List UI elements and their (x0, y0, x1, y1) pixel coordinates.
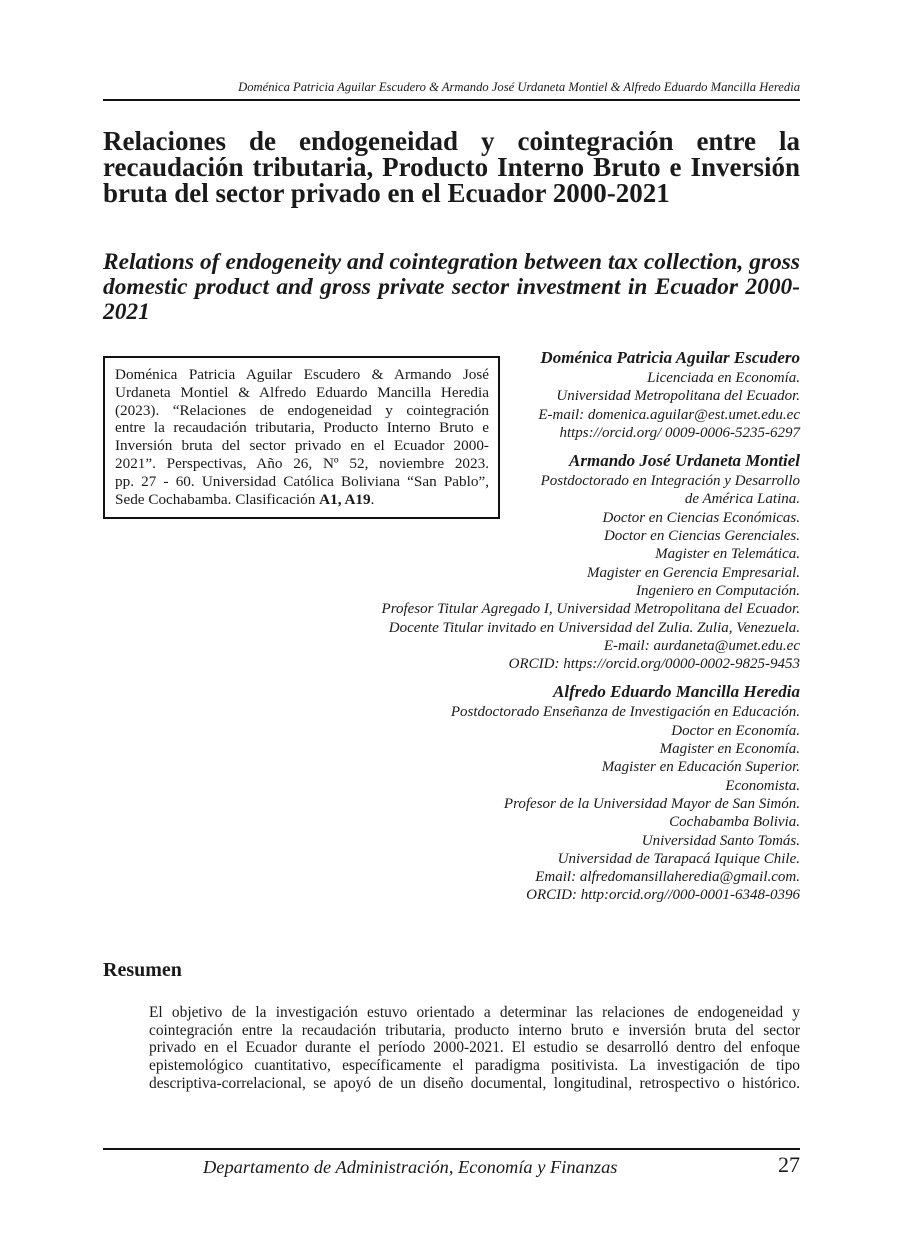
author-detail: Doctor en Ciencias Gerenciales. (603, 528, 800, 545)
article-title-english: Relations of endogeneity and cointegration between tax collection, gross domestic product and gross private sector investment in Ecuador 2000-2021 (103, 249, 800, 325)
author-detail: Doctor en Economía. (671, 722, 800, 739)
author-orcid: ORCID: https://orcid.org/0000-0002-9825-9453 (508, 656, 800, 673)
author-name: Doménica Patricia Aguilar Escudero (540, 348, 800, 367)
citation-line: 2021”. Perspectivas, Año 26, Nº 52, noviembre 2023. (115, 454, 489, 472)
resumen-body (149, 1004, 800, 1093)
author-block (300, 449, 800, 673)
author-orcid: https://orcid.org/ 0009-0006-5235-6297 (559, 424, 800, 441)
author-detail: Universidad Metropolitana del Ecuador. (556, 388, 800, 405)
author-email: E-mail: aurdaneta@umet.edu.ec (603, 637, 800, 654)
abstract-line: privado en el Ecuador durante el período 2000-2021. El estudio se desarrolló dentro del enfoque (149, 1039, 800, 1057)
author-orcid: ORCID: http:orcid.org//000-0001-6348-0396 (526, 887, 800, 904)
author-detail: de América Latina. (684, 491, 800, 508)
classification-separator: , (337, 490, 345, 508)
author-detail: Universidad Santo Tomás. (641, 832, 800, 849)
citation-line: pp. 27 - 60. Universidad Católica Boliviana “San Pablo”, (115, 472, 489, 490)
citation-line: Doménica Patricia Aguilar Escudero & Armando José (115, 366, 489, 383)
author-detail: Magister en Telemática. (655, 546, 800, 563)
author-detail: Ingeniero en Computación. (636, 582, 800, 599)
author-detail: Postdoctorado en Integración y Desarrollo (540, 473, 800, 490)
author-email: Email: alfredomansillaheredia@gmail.com. (535, 869, 800, 886)
running-header-authors: Doménica Patricia Aguilar Escudero & Armando José Urdaneta Montiel & Alfredo Eduardo Mancilla Heredia (238, 80, 800, 94)
abstract-line: El objetivo de la investigación estuvo orientado a determinar las relaciones de endogeneidad y (149, 1004, 800, 1021)
author-name: Alfredo Eduardo Mancilla Heredia (553, 682, 800, 702)
author-detail: Economista. (725, 777, 800, 794)
footer-rule (103, 1148, 800, 1150)
author-detail: Magister en Gerencia Empresarial. (586, 564, 800, 581)
article-title-spanish: Relaciones de endogeneidad y cointegración entre la recaudación tributaria, Producto Interno Bruto e Inversión bruta del sector privado en el Ecuador 2000-2021 (103, 126, 800, 208)
abstract-line: cointegración entre la recaudación tributaria, producto interno bruto e inversión bruta del sector (149, 1021, 800, 1039)
classification-a19: A19 (344, 490, 371, 508)
author-detail: Magister en Economía. (659, 741, 800, 758)
author-detail: Magister en Educación Superior. (601, 759, 800, 776)
author-detail: Profesor de la Universidad Mayor de San Simón. (503, 795, 800, 812)
resumen-heading: Resumen (103, 959, 182, 981)
author-name: Armando José Urdaneta Montiel (569, 451, 800, 471)
citation-line: Urdaneta Montiel & Alfredo Eduardo Mancilla Heredia (115, 383, 489, 401)
classification-a1: A1 (319, 490, 338, 508)
citation-sede: Sede Cochabamba. Clasificación (115, 490, 320, 508)
citation-line: Inversión bruta del sector privado en el Ecuador 2000- (115, 437, 489, 455)
authors-affiliations (300, 346, 800, 912)
author-detail: Licenciada en Economía. (647, 370, 800, 386)
author-email: E-mail: domenica.aguilar@est.umet.edu.ec (538, 406, 800, 423)
author-block (300, 346, 800, 442)
footer-department: Departamento de Administración, Economía y Finanzas (203, 1157, 618, 1177)
author-detail: Doctor en Ciencias Económicas. (602, 509, 800, 526)
author-detail: Profesor Titular Agregado I, Universidad Metropolitana del Ecuador. (381, 601, 800, 618)
author-detail: Docente Titular invitado en Universidad del Zulia. Zulia, Venezuela. (388, 619, 800, 636)
author-detail: Cochabamba Bolivia. (669, 814, 800, 831)
abstract-line: epistemológico cuantitativo, específicamente el paradigma positivista. La investigación de tipo (149, 1057, 800, 1075)
author-detail: Universidad de Tarapacá Iquique Chile. (557, 850, 800, 867)
author-block (300, 680, 800, 904)
citation-line: (2023). “Relaciones de endogeneidad y cointegración (115, 401, 489, 419)
citation-period: . (370, 490, 375, 508)
abstract-line: descriptiva-correlacional, se apoyó de un diseño documental, longitudinal, retrospectivo o histórico. (149, 1074, 800, 1092)
page-number: 27 (778, 1152, 800, 1177)
citation-line: entre la recaudación tributaria, Producto Interno Bruto e (115, 419, 489, 437)
author-detail: Postdoctorado Enseñanza de Investigación en Educación. (450, 704, 800, 721)
header-rule (103, 99, 800, 101)
